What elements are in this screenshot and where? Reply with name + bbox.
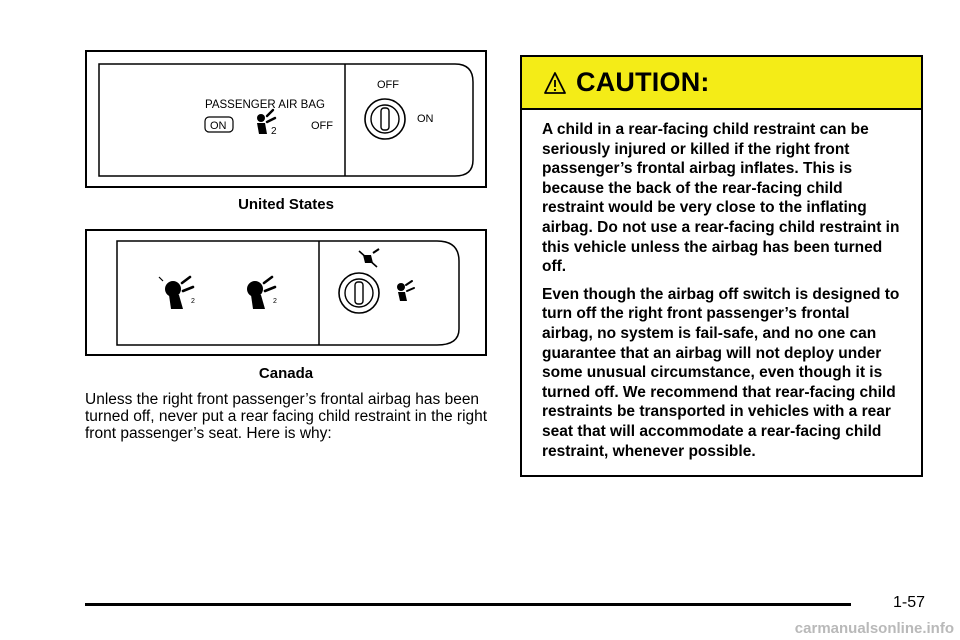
caution-paragraph: Even though the airbag off switch is designed to turn off the right front passenger’s frontal airbag, no system is fail-safe, and no one can guarantee that an airbag will not deploy under some unusual circumstance, even though it is turned off. We recommend that rear-facing child restraints be transported in vehicles with a rear seat that will accommodate a rear-facing child restraint, whenever possible. xyxy=(542,285,900,460)
caution-paragraph: A child in a rear-facing child restraint can be seriously injured or killed if the right front passenger’s frontal airbag inflates. This is because the back of the rear-facing child restraint would be very close to the inflating airbag. Do not use a rear-facing child restraint in this vehicle unless the airbag has been turned off. xyxy=(542,121,900,276)
caption-united-states: United States xyxy=(238,196,334,213)
switch-off-label: OFF xyxy=(377,79,399,91)
icon-subscript: 2 xyxy=(273,298,277,305)
icon-subscript: 2 xyxy=(271,126,277,137)
caution-header xyxy=(522,57,921,110)
figure-united-states xyxy=(85,50,487,188)
airbag-switch-illustration-canada xyxy=(87,231,485,354)
body-paragraph: Unless the right front passenger’s frontal airbag has been turned off, never put a rear facing child restraint in the right front passenger’s seat. Here is why: xyxy=(85,391,488,442)
key-switch-icon xyxy=(339,273,379,313)
switch-off-symbol-icon xyxy=(359,249,379,267)
figure-canada xyxy=(85,229,487,356)
panel-label: PASSENGER AIR BAG xyxy=(205,99,325,111)
watermark: carmanualsonline.info xyxy=(794,620,954,637)
switch-on-label: ON xyxy=(417,113,434,125)
off-indicator-label: OFF xyxy=(311,120,333,132)
footer-rule xyxy=(85,603,851,606)
caution-box xyxy=(520,55,923,477)
key-switch-icon xyxy=(365,99,405,139)
airbag-off-icon xyxy=(247,277,275,309)
icon-subscript: 2 xyxy=(191,298,195,305)
caption-canada: Canada xyxy=(258,365,314,382)
airbag-switch-illustration-us xyxy=(87,52,485,186)
page-number: 1-57 xyxy=(893,594,926,611)
caution-body xyxy=(522,110,921,461)
warning-triangle-icon xyxy=(544,71,566,95)
on-indicator-label: ON xyxy=(210,120,227,132)
caution-title: CAUTION: xyxy=(576,67,710,97)
switch-on-symbol-icon xyxy=(397,281,414,301)
airbag-on-icon xyxy=(159,277,193,309)
